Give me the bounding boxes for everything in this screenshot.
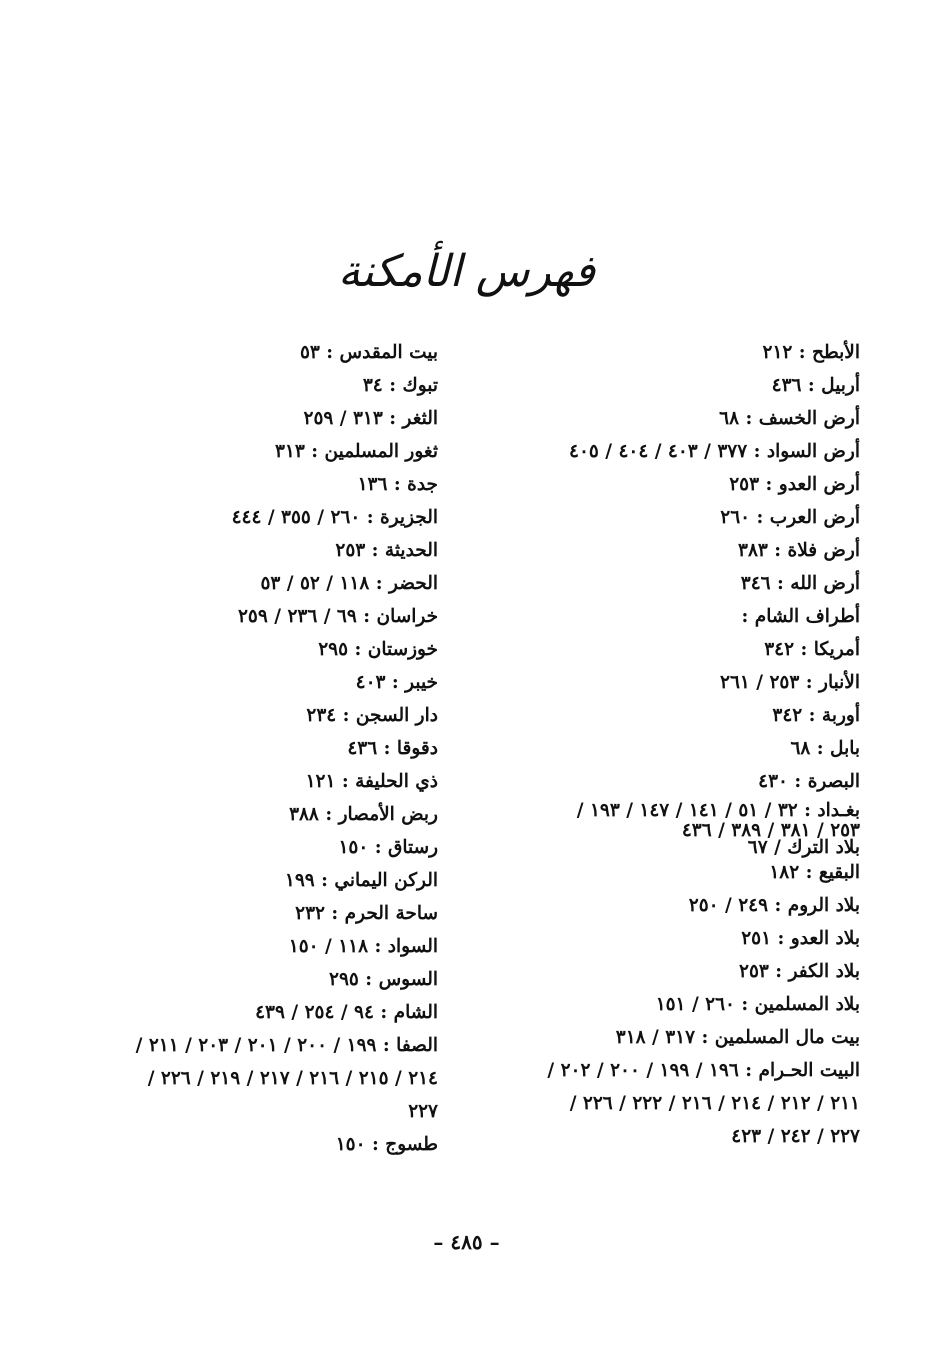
index-entry: دقوقا : ٤٣٦ (347, 738, 438, 759)
index-entry: خيبر : ٤٠٣ (355, 672, 438, 693)
index-column-right (480, 336, 860, 1153)
index-entry: دار السجن : ٢٣٤ (306, 705, 438, 726)
index-entry: أمريكا : ٣٤٢ (764, 639, 860, 660)
index-entry: الركن اليماني : ١٩٩ (284, 870, 438, 891)
index-entry: الحضر : ١١٨ / ٥٢ / ٥٣ (260, 573, 438, 594)
index-entry: أرض العرب : ٢٦٠ (720, 507, 860, 528)
page-title: فهرس الأمكنة (337, 246, 596, 297)
index-entry: أرض الخسف : ٦٨ (719, 408, 860, 429)
index-entry: ساحة الحرم : ٢٣٢ (295, 903, 438, 924)
index-entry: الثغر : ٣١٣ / ٢٥٩ (303, 408, 438, 429)
index-entry: أرض السواد : ٣٧٧ / ٤٠٣ / ٤٠٤ / ٤٠٥ (569, 441, 860, 462)
index-entry-continuation: ٢١٤ / ٢١٥ / ٢١٦ / ٢١٧ / ٢١٩ / ٢٢٦ / (147, 1068, 438, 1089)
index-entry: رستاق : ١٥٠ (338, 837, 438, 858)
index-entry: الحديثة : ٢٥٣ (335, 540, 438, 561)
index-entry: الصفا : ١٩٩ / ٢٠٠ / ٢٠١ / ٢٠٣ / ٢١١ / (135, 1035, 438, 1056)
index-entry: ربض الأمصار : ٣٨٨ (289, 804, 438, 825)
index-entry: البقيع : ١٨٢ (769, 862, 860, 883)
index-entry: الجزيرة : ٢٦٠ / ٣٥٥ / ٤٤٤ (231, 507, 438, 528)
index-entry: بلاد المسلمين : ٢٦٠ / ١٥١ (655, 994, 860, 1015)
index-entry: بلاد الترك / ٦٧ (747, 837, 860, 858)
index-entry: السوس : ٢٩٥ (329, 969, 438, 990)
index-entry: أطراف الشام : (741, 606, 860, 627)
index-entry: الشام : ٩٤ / ٢٥٤ / ٤٣٩ (255, 1002, 438, 1023)
index-entry: بلاد الروم : ٢٤٩ / ٢٥٠ (688, 895, 860, 916)
index-entry: جدة : ١٣٦ (357, 474, 438, 495)
index-entry: ذي الحليفة : ١٢١ (305, 771, 438, 792)
index-entry: الأنبار : ٢٥٣ / ٢٦١ (720, 672, 860, 693)
index-entry: خراسان : ٦٩ / ٢٣٦ / ٢٥٩ (238, 606, 438, 627)
index-entry: أرض فلاة : ٣٨٣ (738, 540, 860, 561)
index-entry: ثغور المسلمين : ٣١٣ (275, 441, 438, 462)
index-entry: أرض الله : ٣٤٦ (740, 573, 860, 594)
index-entry: خوزستان : ٢٩٥ (318, 639, 438, 660)
index-entry-continuation: ٢٥٣ / ٣٨١ / ٣٨٩ / ٤٣٦ (681, 820, 860, 841)
index-entry: بلاد العدو : ٢٥١ (741, 928, 860, 949)
index-entry-continuation: ٢٢٧ (408, 1101, 438, 1122)
index-entry: السواد : ١١٨ / ١٥٠ (288, 936, 438, 957)
index-entry: بابل : ٦٨ (790, 738, 860, 759)
index-entry: أوربة : ٣٤٢ (772, 705, 860, 726)
index-entry: الأبطح : ٢١٢ (762, 342, 860, 363)
index-entry-continuation: ٢٢٧ / ٢٤٢ / ٤٢٣ (731, 1126, 860, 1147)
index-entry: تبوك : ٣٤ (362, 375, 438, 396)
index-entry: البيت الحـرام : ١٩٦ / ١٩٩ / ٢٠٠ / ٢٠٢ / (547, 1060, 860, 1081)
index-entry: البصرة : ٤٣٠ (758, 771, 860, 792)
index-entry: أربيل : ٤٣٦ (771, 375, 860, 396)
index-entry: بغـداد : ٣٢ / ٥١ / ١٤١ / ١٤٧ / ١٩٣ / (576, 800, 860, 821)
index-entry: بيت المقدس : ٥٣ (299, 342, 438, 363)
index-entry: طسوج : ١٥٠ (335, 1134, 438, 1155)
page-number: – ٤٨٥ – (433, 1230, 500, 1254)
index-column-left (60, 336, 438, 1161)
index-entry: أرض العدو : ٢٥٣ (729, 474, 860, 495)
index-entry-continuation: ٢١١ / ٢١٢ / ٢١٤ / ٢١٦ / ٢٢٢ / ٢٢٦ / (569, 1093, 860, 1114)
index-entry: بلاد الكفر : ٢٥٣ (739, 961, 860, 982)
index-entry: بيت مال المسلمين : ٣١٧ / ٣١٨ (615, 1027, 860, 1048)
